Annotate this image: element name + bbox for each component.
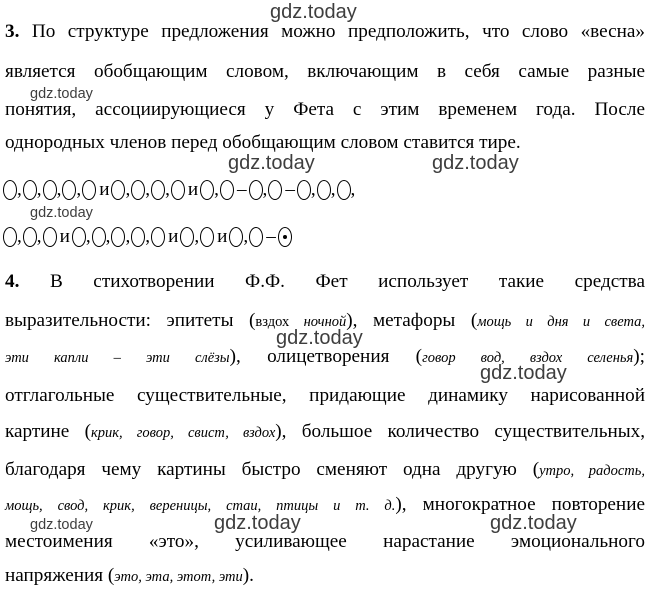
homogeneous-member-symbol (131, 180, 145, 200)
homogeneous-member-symbol (249, 180, 263, 200)
homogeneous-member-symbol (3, 180, 17, 200)
schema-separator: , (56, 179, 62, 200)
task3-line: является обобщающим словом, включающим в себя самые разные (5, 61, 645, 82)
example-text: мощь, свод, крик, вереницы, стаи, птицы и т. д. (5, 498, 396, 514)
homogeneous-member-symbol (72, 227, 86, 247)
watermark: gdz.today (432, 152, 519, 174)
text: ), метафоры ( (346, 310, 478, 331)
homogeneous-member-symbol (297, 180, 311, 200)
homogeneous-member-symbol (171, 180, 185, 200)
task4-line (5, 493, 645, 518)
task4-line: местоимения «это», усиливающее нарастание эмоционального (5, 531, 645, 552)
sentence-schema-row (3, 175, 356, 205)
schema-separator: , (36, 179, 42, 200)
watermark: gdz.today (270, 1, 357, 23)
schema-separator: и (187, 179, 199, 200)
schema-separator: – (236, 179, 247, 200)
schema-separator: , (214, 179, 219, 200)
homogeneous-member-symbol (43, 227, 57, 247)
text: ). (242, 565, 254, 586)
text: вздох (255, 314, 304, 330)
schema-separator: , (36, 226, 42, 247)
watermark: gdz.today (214, 512, 301, 534)
text: ); (633, 346, 645, 367)
schema-separator: и (168, 226, 179, 247)
homogeneous-member-symbol (151, 227, 165, 247)
text: ), олицетворения ( (229, 346, 423, 367)
watermark: gdz.today (480, 362, 567, 384)
task3-number: 3. (5, 21, 20, 42)
task3-line (5, 20, 645, 44)
homogeneous-member-symbol (200, 180, 214, 200)
text: выразительности: эпитеты ( (5, 310, 256, 331)
homogeneous-member-symbol (131, 227, 145, 247)
homogeneous-member-symbol (43, 180, 57, 200)
task4-line (5, 345, 645, 370)
schema-separator: , (125, 226, 131, 247)
task4-line (5, 564, 645, 589)
schema-separator: , (17, 179, 22, 200)
homogeneous-member-symbol (151, 180, 165, 200)
example-text: эти капли – эти слёзы (5, 350, 230, 366)
schema-separator: , (125, 179, 131, 200)
homogeneous-member-symbol (249, 227, 263, 247)
task4-line (5, 458, 645, 483)
example-text: крик, говор, свист, вздох (90, 425, 276, 441)
watermark: gdz.today (490, 512, 577, 534)
schema-separator: , (165, 179, 170, 200)
homogeneous-member-symbol (82, 180, 96, 200)
schema-separator: , (330, 179, 336, 200)
task4-text: В стихотворении Ф.Ф. Фет использует такие средства (19, 271, 645, 292)
homogeneous-member-symbol (23, 180, 37, 200)
task3-text: По структуре предложения можно предположить, что слово «весна» (19, 21, 645, 42)
homogeneous-member-symbol (92, 227, 106, 247)
sentence-schema-row (3, 222, 292, 252)
homogeneous-member-symbol (111, 227, 125, 247)
task4-line: отглагольные существительные, придающие динамику нарисованной (5, 385, 645, 406)
schema-separator: , (310, 179, 316, 200)
schema-separator: , (17, 226, 22, 247)
schema-separator: , (85, 226, 91, 247)
schema-separator: , (243, 226, 249, 247)
schema-separator: , (350, 179, 356, 200)
example-text: ночной (303, 314, 347, 330)
watermark: gdz.today (228, 152, 315, 174)
schema-separator: – (285, 179, 295, 200)
task4-number: 4. (5, 271, 20, 292)
task4-line (5, 309, 645, 334)
homogeneous-member-symbol (200, 227, 214, 247)
task4-line (5, 270, 645, 294)
watermark: gdz.today (276, 327, 363, 349)
homogeneous-member-symbol (337, 180, 351, 200)
task3-line: понятия, ассоциирующиеся у Фета с этим временем года. После (5, 99, 645, 120)
task4-line (5, 420, 645, 445)
homogeneous-member-symbol (268, 180, 282, 200)
text: ), большое количество существительных, (275, 421, 646, 442)
homogeneous-member-symbol (180, 227, 194, 247)
watermark: gdz.today (30, 205, 93, 221)
schema-separator: , (262, 179, 268, 200)
example-text: мощь и дня и света, (477, 314, 645, 330)
text: ), многократное повторение (395, 494, 645, 515)
schema-separator: , (105, 226, 111, 247)
schema-separator: , (194, 226, 200, 247)
schema-separator: , (145, 179, 151, 200)
generalizing-word-symbol (278, 227, 292, 247)
schema-separator: и (59, 226, 70, 247)
text: благодаря чему картины быстро сменяют одна другую ( (5, 459, 540, 480)
schema-separator: и (99, 179, 110, 200)
schema-separator: , (145, 226, 151, 247)
schema-separator: и (217, 226, 228, 247)
homogeneous-member-symbol (229, 227, 243, 247)
homogeneous-member-symbol (62, 180, 76, 200)
text: напряжения ( (5, 565, 115, 586)
watermark: gdz.today (30, 517, 93, 533)
schema-separator: , (76, 179, 82, 200)
homogeneous-member-symbol (23, 227, 37, 247)
example-text: это, эта, этот, эти (114, 569, 243, 585)
text: картине ( (5, 421, 91, 442)
example-text: утро, радость, (539, 463, 645, 479)
schema-separator: – (266, 226, 276, 247)
task3-line: однородных членов перед обобщающим словом ставится тире. (5, 132, 521, 153)
homogeneous-member-symbol (111, 180, 125, 200)
homogeneous-member-symbol (3, 227, 17, 247)
homogeneous-member-symbol (317, 180, 331, 200)
homogeneous-member-symbol (220, 180, 234, 200)
watermark: gdz.today (30, 86, 93, 102)
example-text: говор вод, вздох селенья (422, 350, 634, 366)
